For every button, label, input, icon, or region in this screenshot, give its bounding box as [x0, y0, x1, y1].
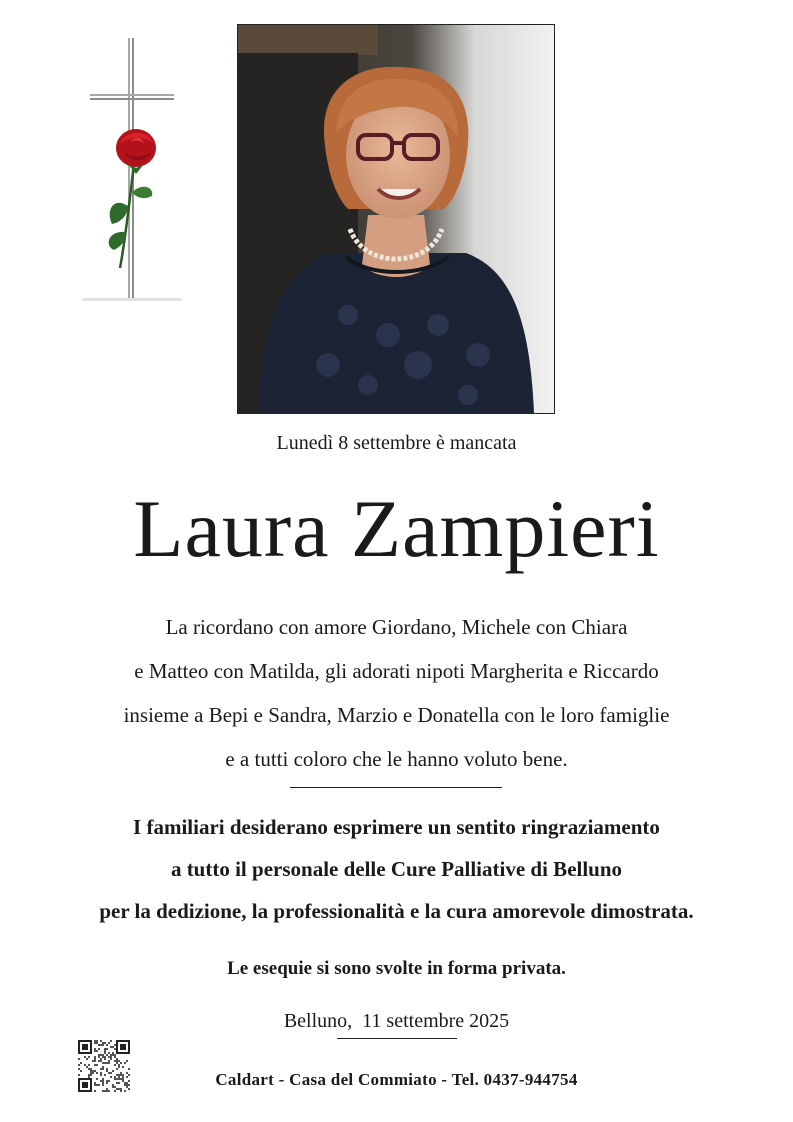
- family-message: [0, 605, 793, 781]
- divider-line: [290, 787, 502, 788]
- thanks-message: [0, 806, 793, 932]
- family-line: e Matteo con Matilda, gli adorati nipoti Margherita e Riccardo: [134, 659, 659, 683]
- portrait-photo: [237, 24, 555, 414]
- thanks-line: per la dedizione, la professionalità e la cura amorevole dimostrata.: [99, 899, 694, 923]
- place: Belluno,: [283, 1010, 353, 1032]
- signature-line: [337, 1038, 457, 1039]
- thanks-line: I familiari desiderano esprimere un sentito ringraziamento: [133, 815, 660, 839]
- thanks-line: a tutto il personale delle Cure Palliative di Belluno: [170, 857, 623, 881]
- family-line: La ricordano con amore Giordano, Michele con Chiara: [165, 615, 628, 639]
- cross-with-rose-icon: [78, 36, 186, 308]
- family-line: insieme a Bepi e Sandra, Marzio e Donatella con le loro famiglie: [123, 703, 670, 727]
- deceased-name: Laura Zampieri: [133, 483, 660, 574]
- funeral-note: Le esequie si sono svolte in forma privata.: [227, 958, 566, 979]
- family-line: e a tutti coloro che le hanno voluto bene.: [225, 747, 568, 771]
- place-date: [0, 1010, 793, 1033]
- announcement-intro: Lunedì 8 settembre è mancata: [276, 432, 517, 454]
- funeral-home-contact: Caldart - Casa del Commiato - Tel. 0437-944754: [215, 1070, 578, 1089]
- date: 11 settembre 2025: [362, 1010, 510, 1032]
